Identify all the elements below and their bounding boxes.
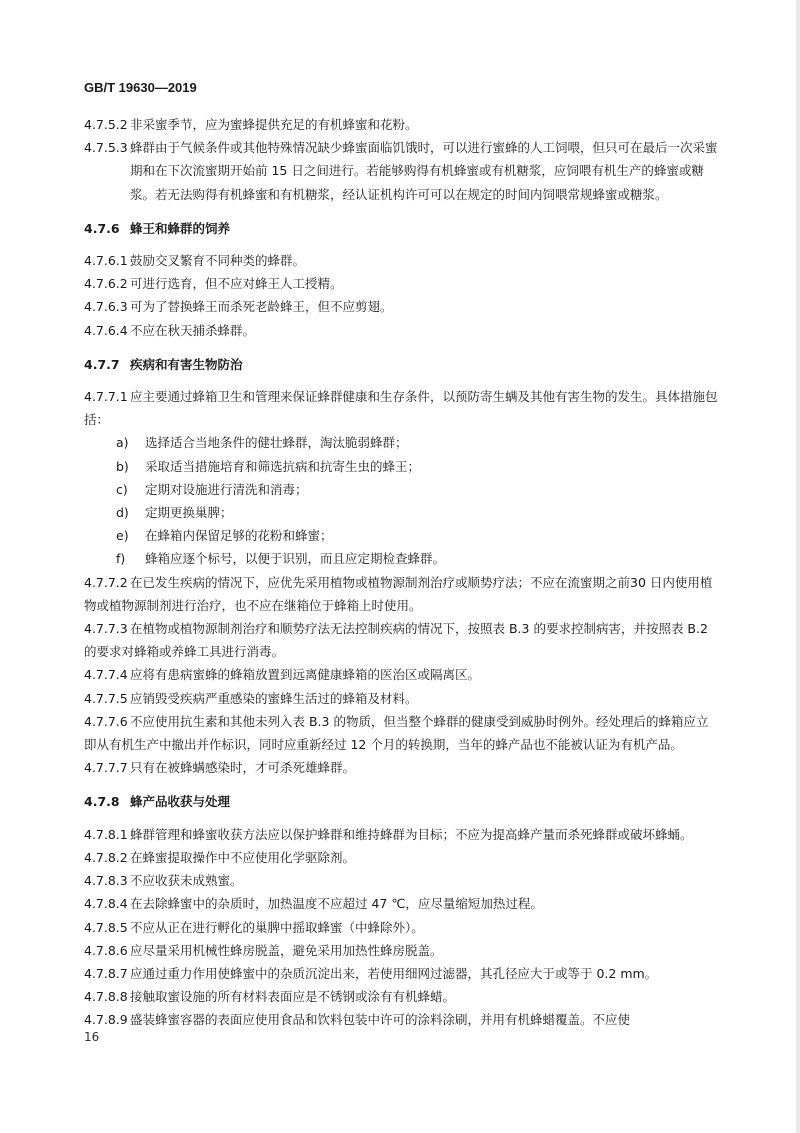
clause-number: 4.7.7.3	[84, 621, 128, 637]
clause-text: 在去除蜂蜜中的杂质时，加热温度不应超过 47 ℃，应尽量缩短加热过程。	[130, 896, 543, 912]
clause-number: 4.7.8.6	[84, 942, 128, 958]
clause-text: 应销毁受疾病严重感染的蜜蜂生活过的蜂箱及材料。	[130, 690, 418, 706]
clause-number: 4.7.8.5	[84, 919, 128, 935]
clause	[84, 962, 720, 985]
clause	[84, 1008, 720, 1031]
list-marker: f)	[116, 551, 126, 567]
clause-text: 蜂群管理和蜂蜜收获方法应以保护蜂群和维持蜂群为目标；不应为提高蜂产量而杀死蜂群或破坏蜂蛹。	[130, 826, 693, 842]
section-heading	[84, 790, 720, 813]
clause	[84, 823, 720, 846]
list-item	[84, 455, 720, 478]
list-item	[84, 524, 720, 547]
clause-text: 不应收获未成熟蜜。	[130, 873, 243, 889]
list-text: 选择适合当地条件的健壮蜂群，淘汰脆弱蜂群；	[145, 435, 408, 451]
clause-text: 不应从正在进行孵化的巢脾中摇取蜂蜜（中蜂除外）。	[130, 919, 424, 935]
clause	[84, 249, 720, 272]
clause-number: 4.7.6.2	[84, 276, 128, 292]
clause	[84, 869, 720, 892]
list-marker: e)	[116, 528, 129, 544]
clause	[84, 571, 720, 617]
clause-number: 4.7.6.4	[84, 322, 128, 338]
list-text: 在蜂箱内保留足够的花粉和蜂蜜；	[145, 528, 333, 544]
clause	[84, 710, 720, 756]
clause-number: 4.7.8.1	[84, 826, 128, 842]
clause-number: 4.7.6.3	[84, 299, 128, 315]
clause-number: 4.7.8.8	[84, 989, 128, 1005]
clause	[84, 272, 720, 295]
clause-text: 可进行选育，但不应对蜂王人工授精。	[130, 276, 343, 292]
standard-number-header: GB/T 19630—2019	[84, 80, 197, 95]
document-body	[84, 113, 720, 1032]
clause-text: 不应使用抗生素和其他未列入表 B.3 的物质，但当整个蜂群的健康受到威胁时例外。经处理后的蜂箱应立即从有机生产中撤出并作标识，同时应重新经过 12 个月的转换期，当年的蜂产品也不能被认证为有机产品。	[84, 713, 709, 753]
page-number: 16	[84, 1030, 100, 1044]
clause-text: 盛装蜂蜜容器的表面应使用食品和饮料包装中许可的涂料涂刷，并用有机蜂蜡覆盖。不应使	[130, 1012, 631, 1028]
clause-number: 4.7.8.9	[84, 1012, 128, 1028]
clause	[84, 663, 720, 686]
section-number: 4.7.7	[84, 356, 120, 372]
clause	[84, 939, 720, 962]
clause-text: 应通过重力作用使蜂蜜中的杂质沉淀出来，若使用细网过滤器，其孔径应大于或等于 0.2 mm。	[130, 965, 658, 981]
clause-number: 4.7.8.7	[84, 965, 128, 981]
list-marker: b)	[116, 458, 129, 474]
section-title: 蜂产品收获与处理	[130, 794, 231, 810]
list-marker: c)	[116, 481, 128, 497]
clause	[84, 916, 720, 939]
clause-number: 4.7.5.3	[84, 140, 128, 156]
clause-number: 4.7.7.7	[84, 760, 128, 776]
list-text: 定期更换巢脾；	[145, 505, 233, 521]
clause-text: 接触取蜜设施的所有材料表面应是不锈钢或涂有有机蜂蜡。	[130, 989, 456, 1005]
clause-number: 4.7.7.1	[84, 389, 128, 405]
page-edge	[796, 0, 800, 1133]
list-item	[84, 478, 720, 501]
clause-text: 在已发生疾病的情况下，应优先采用植物或植物源制剂治疗或顺势疗法；不应在流蜜期之前30 日内使用植物或植物源制剂进行治疗，也不应在继箱位于蜂箱上时使用。	[84, 574, 713, 613]
list-item	[84, 431, 720, 454]
list-marker: d)	[116, 505, 129, 521]
list-item	[84, 547, 720, 570]
clause-text: 应主要通过蜂箱卫生和管理来保证蜂群健康和生存条件，以预防寄生螨及其他有害生物的发生。具体措施包括：	[84, 389, 718, 428]
clause	[84, 385, 720, 431]
list-item	[84, 501, 720, 524]
clause-text: 在植物或植物源制剂治疗和顺势疗法无法控制疾病的情况下，按照表 B.3 的要求控制病害，并按照表 B.2 的要求对蜂箱或养蜂工具进行消毒。	[84, 621, 708, 660]
section-heading	[84, 353, 720, 376]
clause	[84, 136, 720, 206]
clause	[84, 756, 720, 779]
clause-text: 非采蜜季节，应为蜜蜂提供充足的有机蜂蜜和花粉。	[130, 117, 418, 132]
list-text: 采取适当措施培育和筛选抗病和抗寄生虫的蜂王；	[145, 458, 421, 474]
clause-text: 只有在被蜂螨感染时，才可杀死雄蜂群。	[130, 760, 356, 776]
clause-number: 4.7.7.2	[84, 574, 128, 590]
clause	[84, 892, 720, 915]
list-marker: a)	[116, 435, 129, 451]
clause-number: 4.7.8.4	[84, 896, 128, 912]
clause-number: 4.7.8.3	[84, 873, 128, 889]
clause	[84, 319, 720, 342]
clause-text: 鼓励交叉繁育不同种类的蜂群。	[130, 253, 306, 269]
clause	[84, 295, 720, 318]
clause-text: 蜂群由于气候条件或其他特殊情况缺少蜂蜜面临饥饿时，可以进行蜜蜂的人工饲喂，但只可在最后一次采蜜期和在下次流蜜期开始前 15 日之间进行。若能够购得有机蜂蜜或有机糖浆，应饲喂有机生产的蜂蜜或糖浆。若无法购得有机蜂蜜和有机糖浆，经认证机构许可可以在规定的时间内饲喂常规蜂蜜或糖浆。	[130, 140, 718, 202]
section-title: 疾病和有害生物防治	[130, 356, 243, 372]
list-text: 定期对设施进行清洗和消毒；	[145, 481, 308, 497]
clause	[84, 687, 720, 710]
clause	[84, 985, 720, 1008]
clause-number: 4.7.7.4	[84, 667, 128, 683]
clause-number: 4.7.7.5	[84, 690, 128, 706]
clause	[84, 617, 720, 663]
clause-number: 4.7.5.2	[84, 117, 128, 132]
clause-number: 4.7.7.6	[84, 713, 128, 729]
section-number: 4.7.6	[84, 220, 120, 236]
clause-number: 4.7.6.1	[84, 253, 128, 269]
section-title: 蜂王和蜂群的饲养	[130, 220, 231, 236]
clause-text: 可为了替换蜂王而杀死老龄蜂王，但不应剪翅。	[130, 299, 393, 315]
clause-number: 4.7.8.2	[84, 849, 128, 865]
clause-text: 应尽量采用机械性蜂房脱盖，避免采用加热性蜂房脱盖。	[130, 942, 443, 958]
clause	[84, 846, 720, 869]
list-text: 蜂箱应逐个标号，以便于识别，而且应定期检查蜂群。	[145, 551, 446, 567]
clause-text: 在蜂蜜提取操作中不应使用化学驱除剂。	[130, 849, 356, 865]
section-heading	[84, 217, 720, 240]
clause	[84, 113, 720, 136]
section-number: 4.7.8	[84, 794, 120, 810]
clause-text: 应将有患病蜜蜂的蜂箱放置到远离健康蜂箱的医治区或隔离区。	[130, 667, 481, 683]
clause-text: 不应在秋天捕杀蜂群。	[130, 322, 256, 338]
